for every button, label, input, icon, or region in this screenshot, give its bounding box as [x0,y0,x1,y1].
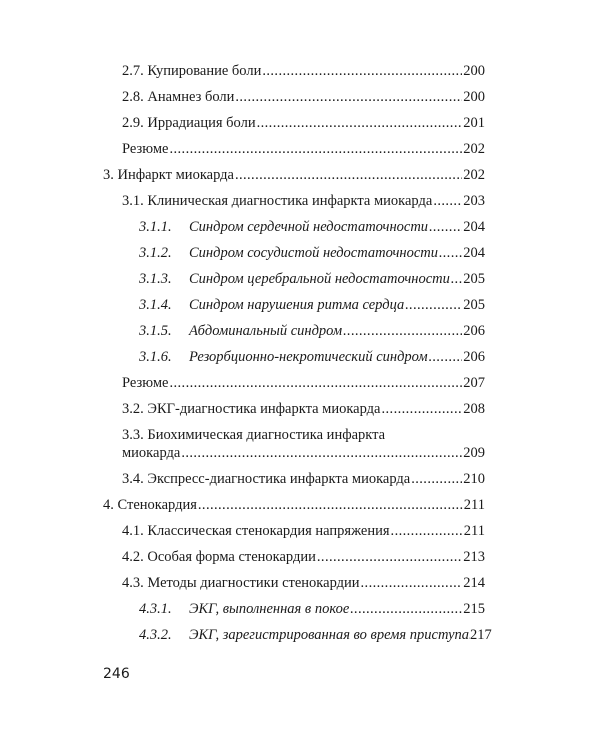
toc-entry-number: 4.3.2. [139,627,172,643]
toc-entry-title: Абдоминальный синдром [189,323,343,339]
dot-leader [429,348,463,366]
dot-leader [257,114,463,132]
dot-leader [429,218,462,236]
toc-entry [122,574,485,592]
toc-entry-number: 2.9. [122,115,144,131]
toc-entry-page: 211 [463,497,485,513]
dot-leader [405,296,462,314]
toc-entry [139,244,485,262]
toc-entry-title: ЭКГ-диагностика инфаркта миокарда [147,401,381,417]
toc-entry-page: 206 [463,349,485,365]
toc-entry-title: Иррадиация боли [147,115,256,131]
toc-entry-title: Анамнез боли [147,89,235,105]
toc-entry-number: 3.1.2. [139,245,172,261]
dot-leader [439,244,462,262]
dot-leader [198,496,463,514]
toc-entry [139,296,485,314]
toc-entry-page: 203 [463,193,485,209]
dot-leader [262,62,462,80]
dot-leader [451,270,462,288]
toc-entry-title: ЭКГ, зарегистрированная во время приступа [189,627,470,643]
dot-leader [343,322,462,340]
dot-leader [169,140,462,158]
dot-leader [235,88,462,106]
toc-entry-title: Резюме [122,375,169,391]
toc-entry-number: 3.1.6. [139,349,172,365]
toc-entry-number: 2.7. [122,63,144,79]
dot-leader [350,600,462,618]
toc-entry-number: 3.1.3. [139,271,172,287]
toc-entry-title: Синдром нарушения ритма сердца [189,297,405,313]
toc-entry-number: 4.1. [122,523,144,539]
toc-entry [139,348,485,366]
toc-entry [122,62,485,80]
toc-entry-page: 213 [463,549,485,565]
toc-entry-page: 205 [463,271,485,287]
toc-entry [139,270,485,288]
toc-entry-title: Экспресс-диагностика инфаркта миокарда [147,471,411,487]
toc-entry-title: Стенокардия [117,497,197,513]
toc-entry-page: 211 [463,523,485,539]
toc-entry-page: 214 [463,575,485,591]
toc-entry [139,218,485,236]
dot-leader [181,444,462,462]
toc-entry-title: Синдром церебральной недостаточности [189,271,450,287]
toc-entry-page: 205 [463,297,485,313]
toc-entry-page: 200 [463,89,485,105]
toc-entry-title: Классическая стенокардия напряжения [147,523,390,539]
toc-entry [139,600,485,618]
toc-entry-number: 2.8. [122,89,144,105]
page-number: 246 [103,666,130,682]
toc-entry-page: 200 [463,63,485,79]
toc-entry [122,140,485,158]
toc-entry-number: 4.2. [122,549,144,565]
toc-entry [122,192,485,210]
toc-entry-number: 4.3.1. [139,601,172,617]
toc-entry [122,88,485,106]
toc-entry-page: 209 [463,445,485,461]
toc-entry [103,496,485,514]
toc-entry [122,444,485,462]
toc-entry-page: 215 [463,601,485,617]
dot-leader [382,400,463,418]
toc-entry-page: 207 [463,375,485,391]
dot-leader [169,374,462,392]
toc-entry-title: Особая форма стенокардии [147,549,316,565]
toc-entry-number: 3.1.1. [139,219,172,235]
toc-entry-number: 3.1. [122,193,144,209]
dot-leader [235,166,462,184]
dot-leader [317,548,462,566]
dot-leader [361,574,463,592]
toc-entry-title: Синдром сосудистой недостаточности [189,245,438,261]
toc-entry-first-line [122,426,385,444]
toc-entry [122,400,485,418]
toc-entry-page: 202 [463,167,485,183]
toc-entry-number: 3. [103,167,114,183]
toc-entry-title: Резорбционно-некротический синдром [189,349,428,365]
toc-entry-number: 3.1.5. [139,323,172,339]
toc-entry-number: 4. [103,497,114,513]
toc-entry-page: 202 [463,141,485,157]
toc-entry-page: 217 [470,627,492,643]
toc-entry-number: 4.3. [122,575,144,591]
toc-entry-title: Клиническая диагностика инфаркта миокарда [147,193,433,209]
toc-entry [122,470,485,488]
dot-leader [391,522,463,540]
toc-entry-title: Купирование боли [147,63,262,79]
dot-leader [411,470,462,488]
toc-entry-title: Резюме [122,141,169,157]
toc-entry-number: 3.1.4. [139,297,172,313]
toc-entry-page: 206 [463,323,485,339]
toc-entry-title: Биохимическая диагностика инфаркта [147,427,386,443]
toc-entry-page: 208 [463,401,485,417]
toc-entry [122,522,485,540]
toc-entry [139,626,492,644]
toc-entry-title: Инфаркт миокарда [117,167,234,183]
toc-entry [103,166,485,184]
toc-entry-page: 204 [463,219,485,235]
toc-entry-title-continuation: миокарда [122,445,181,461]
toc-entry-page: 201 [463,115,485,131]
toc-entry-title: Методы диагностики стенокардии [147,575,360,591]
toc-entry [122,374,485,392]
toc-entry-number: 3.4. [122,471,144,487]
toc-entry [122,114,485,132]
toc-entry-title: Синдром сердечной недостаточности [189,219,429,235]
toc-entry-page: 210 [463,471,485,487]
toc-entry-number: 3.2. [122,401,144,417]
toc-entry [122,548,485,566]
toc-entry-number: 3.3. [122,427,144,443]
dot-leader [433,192,462,210]
toc-entry-title: ЭКГ, выполненная в покое [189,601,350,617]
toc-entry [139,322,485,340]
toc-entry-page: 204 [463,245,485,261]
